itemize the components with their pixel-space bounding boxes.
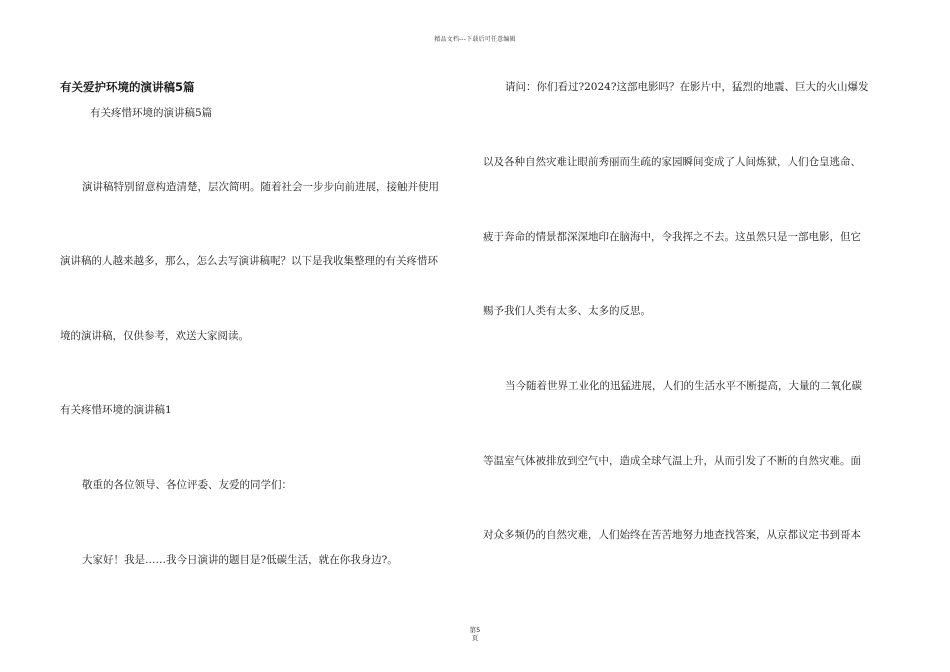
- paragraph-line: 大家好！我是……我今日演讲的题目是?低碳生活，就在你我身边?。: [82, 554, 398, 566]
- paragraph-line: 对众多频仍的自然灾难，人们始终在苦苦地努力地查找答案，从京都议定书到哥本: [483, 529, 861, 541]
- page-number-label: 第5: [469, 626, 481, 634]
- paragraph-line: 境的演讲稿，仅供参考，欢送大家阅读。: [60, 330, 249, 342]
- paragraph-line: 演讲稿特别留意构造清楚，层次简明。随着社会一步步向前进展，接触并使用: [82, 181, 439, 193]
- document-title: 有关爱护环境的演讲稿5篇: [60, 80, 195, 94]
- salutation-line: 敬重的各位领导、各位评委、友爱的同学们：: [82, 479, 292, 491]
- page-number: [0, 626, 950, 642]
- paragraph-line: 当今随着世界工业化的迅猛进展，人们的生活水平不断提高，大量的二氧化碳: [505, 380, 862, 392]
- paragraph-line: 以及各种自然灾难让眼前秀丽而生疏的家园瞬间变成了人间炼狱，人们仓皇逃命、: [483, 156, 861, 168]
- paragraph-line: 演讲稿的人越来越多，那么，怎么去写演讲稿呢？以下是我收集整理的有关疼惜环: [60, 255, 438, 267]
- page-number-suffix: 页: [471, 634, 479, 642]
- document-subtitle: 有关疼惜环境的演讲稿5篇: [90, 107, 213, 119]
- section-heading: 有关疼惜环境的演讲稿1: [60, 404, 172, 416]
- page-header: 精品文档---下载后可任意编辑: [434, 36, 516, 43]
- paragraph-line: 等温室气体被排放到空气中，造成全球气温上升，从而引发了不断的自然灾难。面: [483, 455, 861, 467]
- paragraph-line: 疲于奔命的情景都深深地印在脑海中，令我挥之不去。这虽然只是一部电影，但它: [483, 231, 861, 243]
- paragraph-line: 请问：你们看过?2024?这部电影吗？在影片中，猛烈的地震、巨大的火山爆发: [505, 81, 869, 93]
- paragraph-line: 赐予我们人类有太多、太多的反思。: [483, 305, 651, 317]
